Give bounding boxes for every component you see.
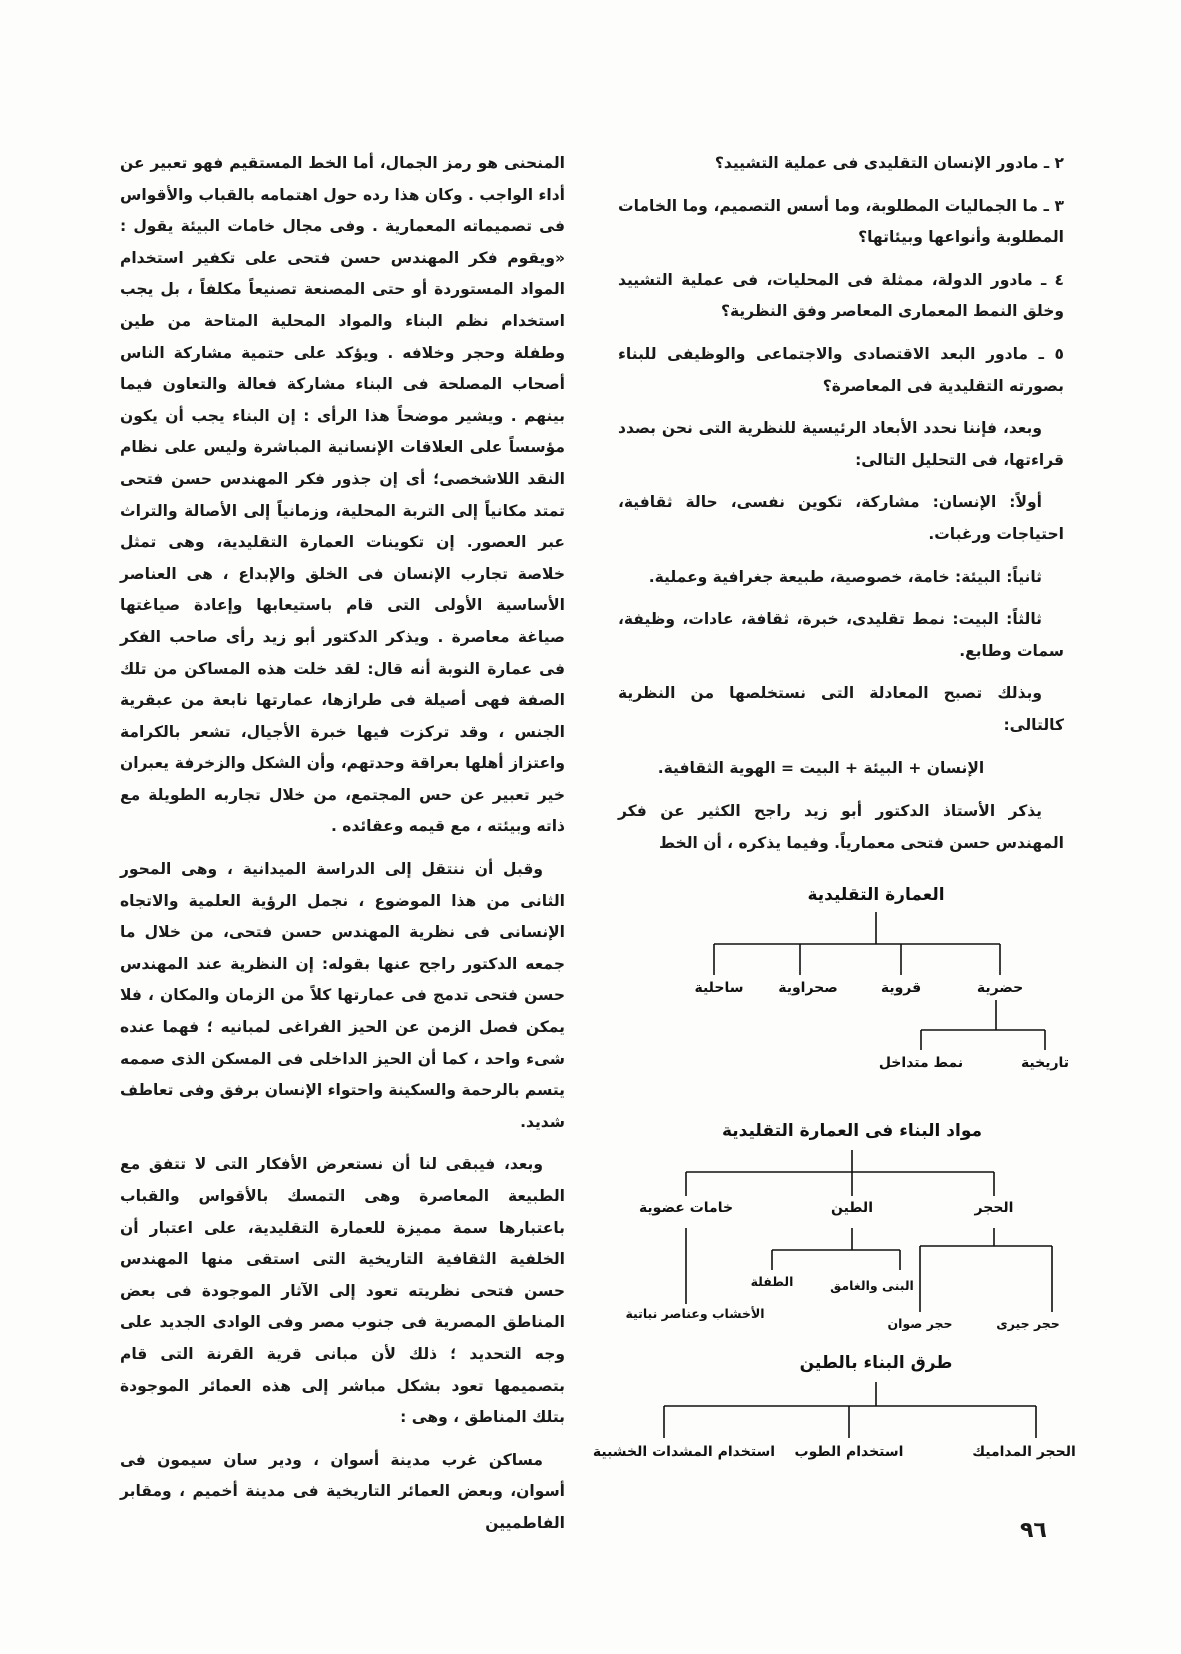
paragraph-2: وقبل أن ننتقل إلى الدراسة الميدانية ، وهى المحور الثانى من هذا الموضوع ، نجمل الرؤية العلمية والاتجاه الإنسانى فى نظرية المهندس حسن فتحى، من خلال ما جمعه الدكتور راجح عنها بقوله: إن النظرية عند المهندس حسن فتحى تدمج فى عمارتها كلاً من الزمان والمكان ، فلا يمكن فصل الزمن عن الحيز الفراغى لمبانيه ؛ فهما عنده شىء واحد ، كما أن الحيز الداخلى فى المسكن الذى صممه يتسم بالرحمة والسكينة واحتواء الإنسان برفق وفى تعاطف شديد. xyxy=(120,860,565,1131)
dimension-first-label: أولاً: xyxy=(1009,493,1042,512)
left-column xyxy=(120,148,565,1551)
dimension-third-text: البيت: نمط تقليدى، خبرة، ثقافة، عادات، وظيفة، سمات وطابع. xyxy=(618,610,1064,660)
dimension-second xyxy=(618,562,1064,594)
paragraph-1: المنحنى هو رمز الجمال، أما الخط المستقيم فهو تعبير عن أداء الواجب . وكان هذا رده حول اهتمامه بالقباب والأقواس فى تصميماته المعمارية . وفى مجال خامات البيئة يقول : «ويقوم فكر المهندس حسن فتحى على تكفير استخدام المواد المستوردة أو حتى المصنعة تصنيعاً مكلفاً ، بل يجب استخدام نظم البناء والمواد المحلية المتاحة من طين وطفلة وحجر وخلافه . ويؤكد على حتمية مشاركة الناس أصحاب المصلحة فى البناء مشاركة فعالة والتعاون فيما بينهم . ويشير موضحاً هذا الرأى : إن البناء يجب أن يكون مؤسساً على العلاقات الإنسانية المباشرة وليس على نظام النقد اللاشخصى؛ أى إن جذور فكر المهندس حسن فتحى تمتد مكانياً إلى التربة المحلية، وزمانياً إلى الأصالة والتراث عبر العصور. إن تكوينات العمارة التقليدية، وهى تمثل خلاصة تجارب الإنسان فى الخلق والإبداع ، هى العناصر الأساسية الأولى التى قام باستيعابها وإعادة صياغتها صياغة معاصرة . ويذكر الدكتور أبو زيد رأى صاحب الفكر فى عمارة النوبة أنه قال: لقد خلت هذه المساكن من تلك الصفة فهى أصيلة فى طرازها، عمارتها نابعة من عبقرية الجنس ، وقد تركزت فيها خبرة الأجيال، تشعر بالكرامة واعتزاز أهلها بعراقة وحدتهم، وأن الشكل والزخرفة يعبران خير تعبير عن حس المجتمع، من خلال تجاربه الطويلة مع ذاته وبيئته ، مع قيمه وعقائده . xyxy=(120,154,565,836)
closing-paragraph: يذكر الأستاذ الدكتور أبو زيد راجح الكثير عن فكر المهندس حسن فتحى معمارياً. وفيما يذكره ، أن الخط xyxy=(618,802,1064,852)
diagram2-node-stone: الحجر xyxy=(974,1200,1014,1216)
diagram3-branch-bricks: استخدام الطوب xyxy=(794,1444,904,1460)
diagram1-branch-rural: قروية xyxy=(880,980,922,996)
diagram1-title: العمارة التقليدية xyxy=(807,885,945,905)
diagram2-node-flint: حجر صوان xyxy=(887,1316,953,1331)
diagram2-title: مواد البناء فى العمارة التقليدية xyxy=(721,1121,983,1141)
right-column xyxy=(618,148,1064,870)
dimension-second-label: ثانياً: xyxy=(1006,567,1042,586)
question-3: ٣ ـ ما الجماليات المطلوبة، وما أسس التصميم، وما الخامات المطلوبة وأنواعها وبيئاتها؟ xyxy=(618,196,1064,247)
question-5: ٥ ـ مادور البعد الاقتصادى والاجتماعى والوظيفى للبناء بصورته التقليدية فى المعاصرة؟ xyxy=(618,344,1064,395)
diagram1-branch-coastal: ساحلية xyxy=(694,980,744,996)
dimension-third xyxy=(618,604,1064,667)
diagram2-node-organic: خامات عضوية xyxy=(638,1200,734,1216)
diagram2-node-shale: الطفلة xyxy=(750,1274,794,1289)
equation-intro: وبذلك تصبح المعادلة التى نستخلصها من النظرية كالتالى: xyxy=(618,684,1064,734)
analysis-intro: وبعد، فإننا نحدد الأبعاد الرئيسية للنظرية التى نحن بصدد قراءتها، فى التحليل التالى: xyxy=(618,419,1064,469)
diagram1-lines xyxy=(714,912,1045,1050)
question-2: ٢ ـ مادور الإنسان التقليدى فى عملية التشييد؟ xyxy=(714,154,1064,172)
equation: الإنسان + البيئة + البيت = الهوية الثقافية. xyxy=(657,758,985,777)
diagram1-sub-historic: تاريخية xyxy=(1020,1055,1070,1071)
diagram1-branch-desert: صحراوية xyxy=(778,980,838,996)
diagram2-node-wood-plants: الأخشاب وعناصر نباتية xyxy=(625,1306,765,1321)
diagram2-lines xyxy=(686,1150,1052,1312)
question-4: ٤ ـ مادور الدولة، ممثلة فى المحليات، فى عملية التشييد وخلق النمط المعمارى المعاصر وفق النظرية؟ xyxy=(618,270,1064,321)
dimension-third-label: ثالثاً: xyxy=(1006,610,1042,629)
diagram2-node-mud: الطين xyxy=(830,1200,874,1216)
dimension-first xyxy=(618,487,1064,550)
page-number: ٩٦ xyxy=(1020,1518,1047,1543)
diagram3-lines xyxy=(664,1382,1036,1438)
diagram3-branch-wood-frames: استخدام المشدات الخشبية xyxy=(592,1444,776,1460)
diagram2-node-limestone: حجر جيرى xyxy=(996,1316,1060,1331)
dimension-first-text: الإنسان: مشاركة، تكوين نفسى، حالة ثقافية، احتياجات ورغبات. xyxy=(618,493,1064,543)
paragraph-4: مساكن غرب مدينة أسوان ، ودير سان سيمون فى أسوان، وبعض العمائر التاريخية فى مدينة أخميم ، ومقابر الفاطميين xyxy=(120,1450,565,1532)
diagram1-branch-urban: حضرية xyxy=(976,980,1024,996)
diagram1-sub-mixed: نمط متداخل xyxy=(878,1055,964,1071)
diagram3-branch-courses: الحجر المداميك xyxy=(972,1444,1076,1460)
diagram2-node-dark-clay: البنى والغامق xyxy=(830,1278,914,1293)
dimension-second-text: البيئة: خامة، خصوصية، طبيعة جغرافية وعملية. xyxy=(648,567,1001,586)
diagram3-title: طرق البناء بالطين xyxy=(799,1353,953,1373)
paragraph-3: وبعد، فيبقى لنا أن نستعرض الأفكار التى لا تتفق مع الطبيعة المعاصرة وهى التمسك بالأقواس والقباب باعتبارها سمة مميزة للعمارة التقليدية، على اعتبار أن الخلفية الثقافية التاريخية التى استقى منها المهندس حسن فتحى نظريته تعود إلى الآثار الموجودة فى بعض المناطق المصرية فى جنوب مصر وفى الوادى الجديد على وجه التحديد ؛ ذلك لأن مبانى قرية القرنة التى قام بتصميمها تعود بشكل مباشر إلى هذه العمائر الموجودة بتلك المناطق ، وهى : xyxy=(120,1155,565,1427)
